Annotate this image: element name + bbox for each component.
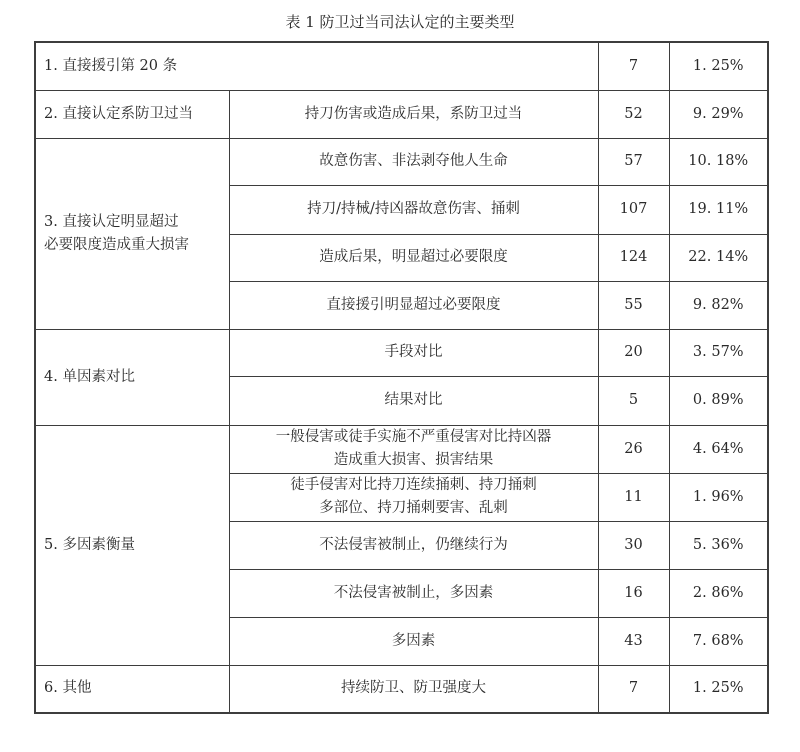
description-cell: 持刀/持械/持凶器故意伤害、捅刺 bbox=[229, 185, 598, 234]
count-cell: 5 bbox=[598, 376, 669, 425]
percent-cell: 1. 25% bbox=[669, 42, 768, 90]
description-line: 一般侵害或徒手实施不严重侵害对比持凶器 bbox=[275, 429, 552, 445]
category-cell: 1. 直接援引第 20 条 bbox=[35, 42, 598, 90]
table-row bbox=[35, 329, 768, 376]
count-cell: 7 bbox=[598, 665, 669, 713]
table-caption: 表 1 防卫过当司法认定的主要类型 bbox=[285, 13, 515, 31]
percent-cell: 1. 96% bbox=[669, 473, 768, 521]
percent-cell: 9. 29% bbox=[669, 90, 768, 138]
description-cell: 不法侵害被制止，仍继续行为 bbox=[229, 521, 598, 569]
category-cell: 4. 单因素对比 bbox=[35, 329, 229, 425]
category-line: 3. 直接认定明显超过 bbox=[44, 213, 179, 230]
table-row bbox=[35, 425, 768, 473]
description-line: 徒手侵害对比持刀连续捅刺、持刀捅刺 bbox=[290, 477, 537, 493]
description-cell: 手段对比 bbox=[229, 329, 598, 376]
percent-cell: 2. 86% bbox=[669, 569, 768, 617]
description-cell: 直接援引明显超过必要限度 bbox=[229, 281, 598, 329]
percent-cell: 3. 57% bbox=[669, 329, 768, 376]
count-cell: 26 bbox=[598, 425, 669, 473]
description-line: 造成重大损害、损害结果 bbox=[333, 452, 494, 468]
count-cell: 11 bbox=[598, 473, 669, 521]
count-cell: 107 bbox=[598, 185, 669, 234]
description-cell: 持续防卫、防卫强度大 bbox=[229, 665, 598, 713]
defense-types-table bbox=[34, 41, 769, 714]
description-line: 多部位、持刀捅刺要害、乱刺 bbox=[319, 500, 508, 516]
category-cell: 5. 多因素衡量 bbox=[35, 425, 229, 665]
percent-cell: 19. 11% bbox=[669, 185, 768, 234]
category-cell: 2. 直接认定系防卫过当 bbox=[35, 90, 229, 138]
description-cell: 不法侵害被制止，多因素 bbox=[229, 569, 598, 617]
table-row bbox=[35, 138, 768, 185]
percent-cell: 0. 89% bbox=[669, 376, 768, 425]
percent-cell: 10. 18% bbox=[669, 138, 768, 185]
category-cell: 6. 其他 bbox=[35, 665, 229, 713]
count-cell: 30 bbox=[598, 521, 669, 569]
percent-cell: 7. 68% bbox=[669, 617, 768, 665]
percent-cell: 1. 25% bbox=[669, 665, 768, 713]
description-cell bbox=[229, 425, 598, 473]
percent-cell: 9. 82% bbox=[669, 281, 768, 329]
count-cell: 16 bbox=[598, 569, 669, 617]
percent-cell: 4. 64% bbox=[669, 425, 768, 473]
count-cell: 57 bbox=[598, 138, 669, 185]
description-cell: 多因素 bbox=[229, 617, 598, 665]
percent-cell: 22. 14% bbox=[669, 234, 768, 281]
count-cell: 124 bbox=[598, 234, 669, 281]
percent-cell: 5. 36% bbox=[669, 521, 768, 569]
table-row bbox=[35, 42, 768, 90]
category-cell bbox=[35, 138, 229, 329]
count-cell: 55 bbox=[598, 281, 669, 329]
description-cell: 持刀伤害或造成后果，系防卫过当 bbox=[229, 90, 598, 138]
table-row bbox=[35, 665, 768, 713]
count-cell: 43 bbox=[598, 617, 669, 665]
count-cell: 7 bbox=[598, 42, 669, 90]
table-row bbox=[35, 90, 768, 138]
count-cell: 20 bbox=[598, 329, 669, 376]
description-cell: 故意伤害、非法剥夺他人生命 bbox=[229, 138, 598, 185]
description-cell bbox=[229, 473, 598, 521]
count-cell: 52 bbox=[598, 90, 669, 138]
description-cell: 结果对比 bbox=[229, 376, 598, 425]
description-cell: 造成后果，明显超过必要限度 bbox=[229, 234, 598, 281]
category-line: 必要限度造成重大损害 bbox=[44, 236, 189, 253]
